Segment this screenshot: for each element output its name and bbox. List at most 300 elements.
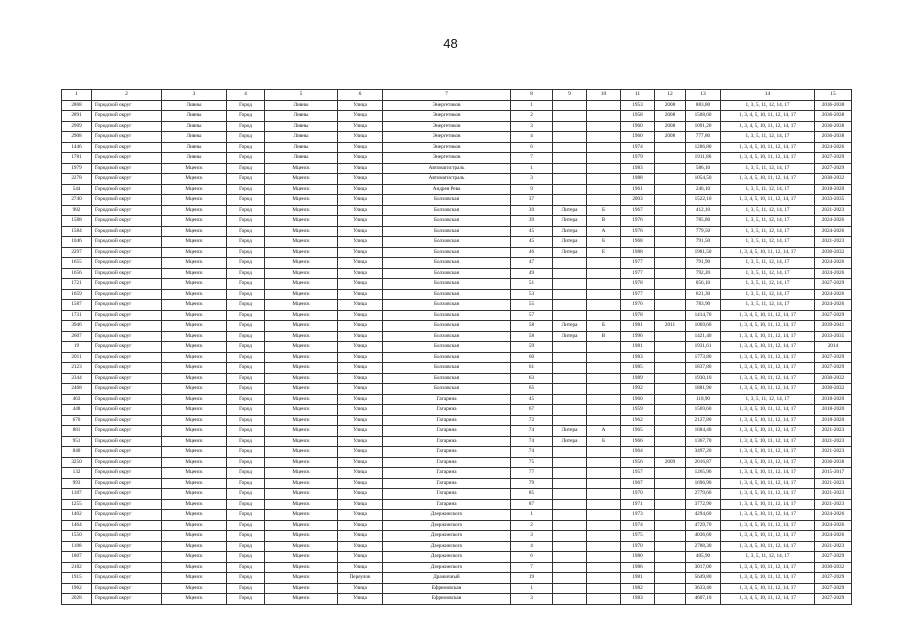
table-cell: Город [227,342,265,353]
table-cell: Город [227,363,265,374]
column-header: 14 [721,90,815,101]
table-cell: 1255 [62,499,92,510]
table-cell: 2036-2038 [815,132,852,143]
table-cell: Улица [338,300,383,311]
table-cell: 2021-2023 [815,237,852,248]
table-cell: Мценск [265,405,338,416]
table-cell: Дражичный [383,573,511,584]
table-cell: Городской округ [92,426,162,437]
table-cell: Мценск [162,415,227,426]
table-cell [655,552,686,563]
table-cell: Ливны [265,153,338,164]
table-cell: 2039-2041 [815,321,852,332]
table-row [62,111,852,122]
table-cell: 1962 [62,583,92,594]
table-cell: 1656 [62,268,92,279]
table-cell: Ливны [162,100,227,111]
table-cell: 2908 [62,132,92,143]
table-cell: Литера [553,247,587,258]
table-cell: Мценск [162,394,227,405]
column-header: 15 [815,90,852,101]
table-cell: Гагарина [383,499,511,510]
table-cell: 46 [511,247,553,258]
table-cell: Мценск [265,562,338,573]
table-cell: Литера [553,237,587,248]
table-cell: Городской округ [92,489,162,500]
table-cell: 74 [511,447,553,458]
table-cell: 1, 3, 4, 5, 10, 11, 12, 14, 17 [721,405,815,416]
table-cell: 1684,40 [686,426,721,437]
table-cell: 586,10 [686,163,721,174]
table-cell: 1967 [621,205,655,216]
table-cell: 2028 [62,594,92,605]
table-cell [587,405,621,416]
table-cell [553,163,587,174]
table-cell: Город [227,573,265,584]
table-cell: 51 [511,279,553,290]
table-cell: Город [227,384,265,395]
table-cell: Город [227,394,265,405]
table-cell: 1265,90 [686,468,721,479]
table-cell: Город [227,447,265,458]
table-cell: Дзержинского [383,531,511,542]
table-cell: 2297 [62,247,92,258]
table-cell: 63 [511,373,553,384]
table-cell: 1721 [62,279,92,290]
table-cell [587,279,621,290]
table-cell: Городской округ [92,394,162,405]
table-cell: Гагарина [383,405,511,416]
table-cell: Б [587,436,621,447]
table-cell: Городской округ [92,352,162,363]
table-cell: 2024-2026 [815,520,852,531]
table-cell [655,373,686,384]
table-cell [655,237,686,248]
table-cell: Ливны [162,111,227,122]
table-cell: Мценск [265,489,338,500]
table-cell: 3 [511,174,553,185]
table-cell: 2024-2026 [815,300,852,311]
table-cell: Городской округ [92,520,162,531]
table-cell: 1973 [621,510,655,521]
table-cell: Улица [338,562,383,573]
table-row [62,573,852,584]
table-cell: Мценск [265,321,338,332]
table-cell: Город [227,541,265,552]
table-cell: 1, 3, 5, 11, 12, 14, 17 [721,289,815,300]
table-row [62,121,852,132]
table-cell [553,121,587,132]
table-cell: 1, 3, 4, 5, 10, 11, 12, 14, 17 [721,247,815,258]
table-cell: 55 [511,300,553,311]
table-cell: Мценск [162,342,227,353]
table-cell [587,373,621,384]
table-cell: Мценск [265,310,338,321]
table-cell [655,258,686,269]
table-cell: Мценск [265,331,338,342]
table-row [62,541,852,552]
table-cell: 6 [511,142,553,153]
table-cell: Улица [338,499,383,510]
table-cell: 2027-2029 [815,594,852,605]
table-cell: Андрея Рева [383,184,511,195]
table-cell: 2127,80 [686,415,721,426]
table-row [62,373,852,384]
table-cell: Мценск [162,468,227,479]
table-cell [553,132,587,143]
table-cell [587,132,621,143]
table-cell: 777,80 [686,132,721,143]
table-cell: 1188 [62,541,92,552]
table-cell: Энергетиков [383,142,511,153]
table-cell: В [587,216,621,227]
table-cell: Мценск [265,510,338,521]
table-cell: Гагарина [383,436,511,447]
table-cell: 2788,30 [686,541,721,552]
table-cell: Город [227,174,265,185]
table-cell: 1, 3, 4, 5, 10, 11, 12, 14, 17 [721,489,815,500]
table-cell: Мценск [265,583,338,594]
table-cell: Мценск [162,321,227,332]
table-cell: Город [227,373,265,384]
table-cell: 1915 [62,573,92,584]
column-header: 6 [338,90,383,101]
table-cell: 1446 [62,142,92,153]
table-cell: 1, 3, 4, 5, 10, 11, 12, 14, 17 [721,331,815,342]
table-cell: Улица [338,489,383,500]
table-cell: Мценск [162,478,227,489]
table-cell: Автомагистраль [383,174,511,185]
table-cell: 1, 3, 4, 5, 10, 11, 12, 14, 17 [721,531,815,542]
table-cell: Улица [338,321,383,332]
table-cell: Мценск [162,573,227,584]
table-row [62,562,852,573]
table-cell: 2030-2032 [815,174,852,185]
table-cell: 79 [511,478,553,489]
table-cell: Мценск [265,363,338,374]
table-cell: 2024-2026 [815,216,852,227]
table-cell: 4294,60 [686,510,721,521]
table-cell: Гагарина [383,478,511,489]
table-cell: Улица [338,478,383,489]
table-cell: 2011 [62,352,92,363]
table-row [62,205,852,216]
table-cell [553,289,587,300]
registry-table [61,89,852,605]
table-cell: 1773,80 [686,352,721,363]
table-cell: Мценск [162,205,227,216]
table-cell: 1, 3, 5, 11, 12, 14, 17 [721,279,815,290]
table-cell: 19 [511,573,553,584]
table-cell: Мценск [162,363,227,374]
table-cell [553,573,587,584]
table-cell: Городской округ [92,174,162,185]
table-cell: 2024-2026 [815,510,852,521]
table-cell: Городской округ [92,163,162,174]
table-cell: 840 [62,447,92,458]
table-cell: Мценск [162,447,227,458]
table-cell: 670 [62,415,92,426]
table-cell [553,415,587,426]
table-cell: Городской округ [92,268,162,279]
table-cell: 72 [511,415,553,426]
table-cell: 53 [511,289,553,300]
table-row [62,405,852,416]
table-cell: А [587,226,621,237]
table-cell [553,478,587,489]
table-cell: 1569,60 [686,405,721,416]
table-cell: 1, 3, 4, 5, 10, 11, 12, 14, 17 [721,321,815,332]
table-cell: 1, 3, 5, 11, 12, 14, 17 [721,552,815,563]
table-cell: Город [227,216,265,227]
table-cell: Улица [338,216,383,227]
table-cell: 1, 3, 4, 5, 10, 11, 12, 14, 17 [721,121,815,132]
table-cell [655,163,686,174]
table-cell: 2027-2029 [815,310,852,321]
table-cell: 59 [511,342,553,353]
table-cell [655,447,686,458]
table-cell: 2009 [655,457,686,468]
table-row [62,447,852,458]
table-cell: Улица [338,594,383,605]
table-cell: 2027-2029 [815,279,852,290]
table-cell: 1731 [62,310,92,321]
table-cell: 1975 [621,531,655,542]
table-cell: Городской округ [92,531,162,542]
table-cell: Ливны [162,153,227,164]
table-cell: 1982 [621,583,655,594]
table-cell: 1974 [621,520,655,531]
table-cell: Город [227,289,265,300]
table-cell: Мценск [265,468,338,479]
table-cell: Литера [553,426,587,437]
table-cell: Город [227,552,265,563]
table-cell: 1960 [621,394,655,405]
table-cell [553,195,587,206]
table-cell: 1930,10 [686,373,721,384]
table-cell: 1, 3, 4, 5, 10, 11, 12, 14, 17 [721,426,815,437]
column-header: 7 [383,90,511,101]
table-cell: Мценск [265,520,338,531]
table-cell: Автомагистраль [383,163,511,174]
table-cell: 1, 3, 5, 11, 12, 14, 17 [721,394,815,405]
table-cell [655,520,686,531]
table-cell: 1, 3, 4, 5, 10, 11, 12, 14, 17 [721,153,815,164]
table-cell: Болховская [383,289,511,300]
table-cell [587,394,621,405]
table-row [62,258,852,269]
table-cell: Мценск [162,373,227,384]
table-row [62,321,852,332]
table-cell [655,184,686,195]
table-cell: Болховская [383,268,511,279]
table-row [62,499,852,510]
table-cell: 3772,90 [686,499,721,510]
table-cell: Улица [338,468,383,479]
table-cell: Город [227,111,265,122]
table-cell: Гагарина [383,457,511,468]
table-cell: 2024-2026 [815,226,852,237]
table-cell: Улица [338,331,383,342]
table-cell [587,384,621,395]
table-cell: 2021-2023 [815,426,852,437]
table-cell: Улица [338,510,383,521]
table-row [62,436,852,447]
table-cell: 2 [511,520,553,531]
table-cell: 3 [511,594,553,605]
table-cell: 7 [511,562,553,573]
table-cell: 1550 [62,531,92,542]
table-cell: Гагарина [383,468,511,479]
table-cell: Энергетиков [383,111,511,122]
table-cell: 2008 [655,111,686,122]
table-cell: Мценск [162,310,227,321]
table-cell: Болховская [383,363,511,374]
table-cell: 2036-2038 [815,457,852,468]
table-cell: 1965 [621,426,655,437]
table-cell: Мценск [162,237,227,248]
table-cell: Городской округ [92,310,162,321]
table-cell: Городской округ [92,132,162,143]
table-cell [553,468,587,479]
table-cell: Мценск [265,436,338,447]
table-cell [553,363,587,374]
table-cell: Городской округ [92,562,162,573]
table-cell: 1981 [621,342,655,353]
table-cell: 2021-2023 [815,447,852,458]
table-row [62,226,852,237]
table-cell: Город [227,205,265,216]
table-cell [553,562,587,573]
table-cell: 1, 3, 5, 11, 12, 14, 17 [721,132,815,143]
column-header: 13 [686,90,721,101]
table-cell: 1983 [621,163,655,174]
table-cell: 1960 [621,121,655,132]
table-cell: 1414,70 [686,310,721,321]
table-cell: Е [587,247,621,258]
table-cell: Болховская [383,205,511,216]
table-cell [587,363,621,374]
table-cell: 58 [511,331,553,342]
table-cell: Городской округ [92,541,162,552]
table-cell: А [587,426,621,437]
table-cell: Мценск [265,373,338,384]
table-cell: 993 [62,478,92,489]
table-cell: Мценск [265,426,338,437]
table-cell: Литера [553,226,587,237]
table-cell: Городской округ [92,205,162,216]
table-cell: 463 [62,394,92,405]
table-row [62,468,852,479]
table-cell: Город [227,163,265,174]
table-cell: Дзержинского [383,541,511,552]
table-cell: Городской округ [92,583,162,594]
table-cell: 2008 [655,100,686,111]
table-cell: 1522,10 [686,195,721,206]
table-cell: Литера [553,321,587,332]
table-cell: Улица [338,531,383,542]
table-cell: Мценск [265,216,338,227]
table-cell: Город [227,142,265,153]
table-cell: Улица [338,289,383,300]
table-cell: 2014 [815,342,852,353]
table-cell: Болховская [383,300,511,311]
table-cell: 1988 [621,174,655,185]
table-cell [587,174,621,185]
table-cell: Улица [338,184,383,195]
table-cell: Мценск [162,163,227,174]
table-cell: Городской округ [92,405,162,416]
table-cell: 1, 3, 4, 5, 10, 11, 12, 14, 17 [721,510,815,521]
table-cell: 1807 [62,552,92,563]
table-cell: 45 [511,226,553,237]
table-cell: 1, 3, 4, 5, 10, 11, 12, 14, 17 [721,195,815,206]
table-cell: Городской округ [92,594,162,605]
table-cell: 2030-2032 [815,562,852,573]
table-cell: Улица [338,205,383,216]
table-cell: 2021-2023 [815,489,852,500]
table-cell: Город [227,520,265,531]
column-header: 5 [265,90,338,101]
table-cell: Болховская [383,310,511,321]
table-cell [553,342,587,353]
table-cell: 1, 3, 4, 5, 10, 11, 12, 14, 17 [721,174,815,185]
table-cell: Болховская [383,342,511,353]
table-cell [655,499,686,510]
table-cell: 2030-2032 [815,247,852,258]
table-cell: 1421,40 [686,331,721,342]
table-cell: Мценск [265,541,338,552]
column-header: 4 [227,90,265,101]
table-row [62,268,852,279]
table-cell: Дзержинского [383,520,511,531]
table-cell: 883,80 [686,100,721,111]
table-cell: 4607,10 [686,594,721,605]
table-cell: 2036-2038 [815,121,852,132]
table-cell [655,226,686,237]
table-cell: Гагарина [383,426,511,437]
table-cell: Мценск [265,478,338,489]
table-cell: Мценск [265,184,338,195]
table-cell: Болховская [383,216,511,227]
table-cell: 1964 [621,447,655,458]
table-cell [655,583,686,594]
table-cell: 1 [511,510,553,521]
table-cell: Энергетиков [383,121,511,132]
table-cell [587,342,621,353]
table-cell: 1, 3, 4, 5, 10, 11, 12, 14, 17 [721,468,815,479]
table-cell: 2024-2026 [815,531,852,542]
table-cell [655,247,686,258]
table-cell: 2018-2020 [815,394,852,405]
table-cell: 2036-2038 [815,111,852,122]
table-row [62,478,852,489]
table-cell: Улица [338,163,383,174]
table-cell: Улица [338,447,383,458]
table-cell: 2123 [62,363,92,374]
table-cell: Мценск [162,289,227,300]
table-cell: 2036-2038 [815,100,852,111]
table-cell: 1911,80 [686,153,721,164]
table-cell: Городской округ [92,415,162,426]
table-cell: 1989 [621,373,655,384]
table-cell [655,415,686,426]
table-cell: Город [227,468,265,479]
table-cell: Мценск [265,531,338,542]
table-cell: Улица [338,426,383,437]
table-cell: Ефремовская [383,594,511,605]
table-cell: Мценск [162,520,227,531]
